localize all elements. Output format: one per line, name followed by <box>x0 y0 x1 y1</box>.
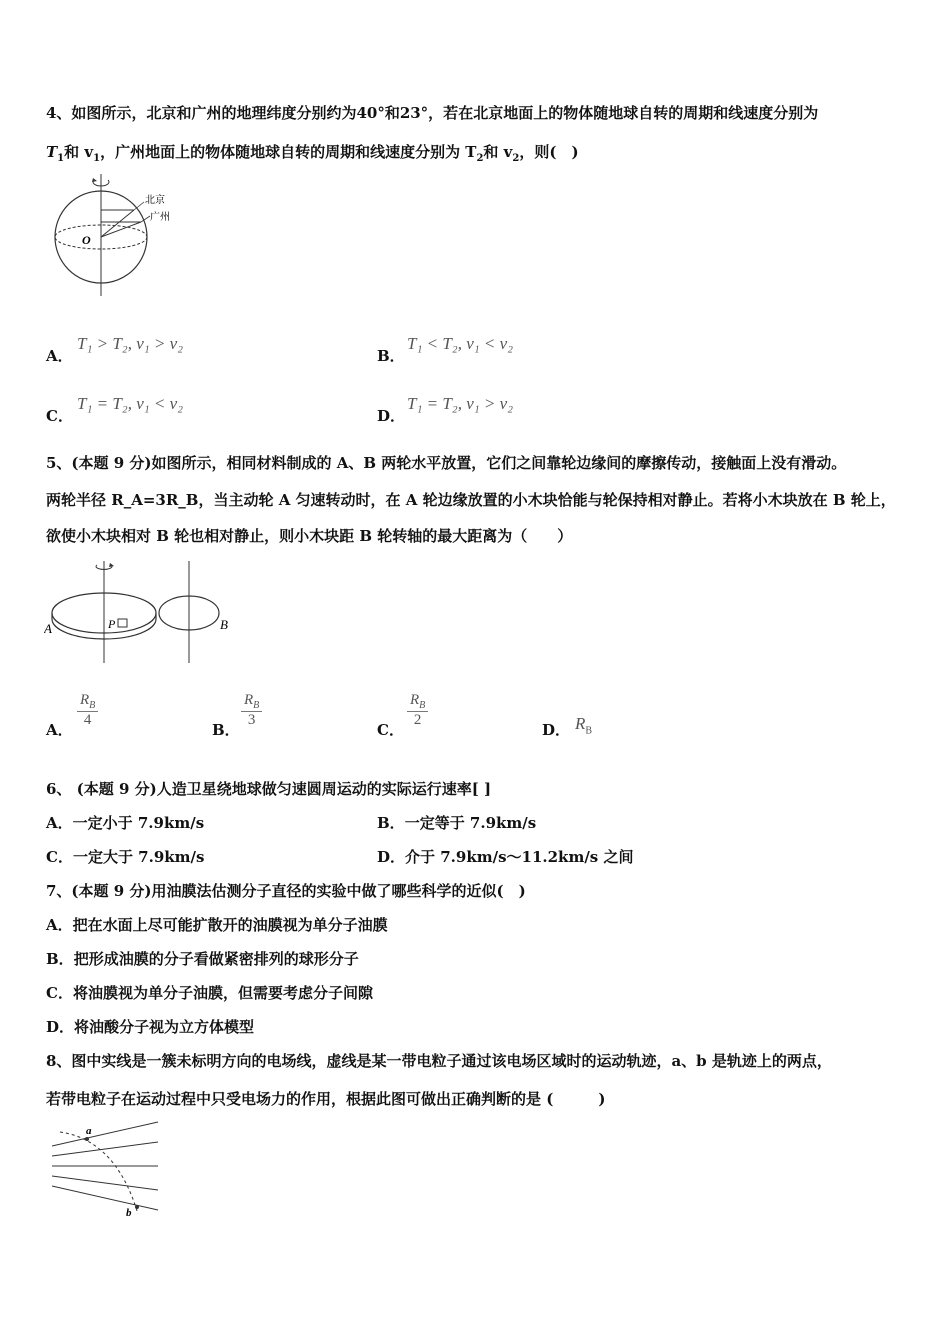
label-point-a: a <box>86 1125 92 1137</box>
q8-stem-line1: 8、图中实线是一簇未标明方向的电场线，虚线是某一带电粒子通过该电场区域时的运动轨迹，a、b 是轨迹上的两点， <box>46 1052 832 1070</box>
q7-option-b[interactable]: B．把形成油膜的分子看做紧密排列的球形分子 <box>46 950 359 968</box>
q5-option-c-fraction: $\frac{R_B}{2}$ <box>407 692 428 729</box>
q5-option-a-fraction: $\frac{R_B}{4}$ <box>77 692 98 729</box>
label-wheel-a: A <box>44 621 52 636</box>
q5-option-a-key[interactable]: A． <box>46 721 73 739</box>
q4-option-c-expr: T₁ = T₂, v₁ < v₂ <box>77 394 184 413</box>
q5-option-d-expr: $R_B$ <box>575 714 593 737</box>
field-lines-diagram <box>46 1118 166 1223</box>
label-beijing: 北京 <box>145 195 165 206</box>
q6-option-a[interactable]: A．一定小于 7.9km/s <box>46 814 205 832</box>
q4-option-b-key[interactable]: B． <box>377 347 405 365</box>
q7-option-a[interactable]: A．把在水面上尽可能扩散开的油膜视为单分子油膜 <box>46 916 388 934</box>
q7-stem: 7、(本题 9 分)用油膜法估测分子直径的实验中做了哪些科学的近似( ) <box>46 882 526 900</box>
q6-stem: 6、 (本题 9 分)人造卫星绕地球做匀速圆周运动的实际运行速率[ ] <box>46 780 492 798</box>
wheels-diagram <box>44 555 244 670</box>
q5-option-c-key[interactable]: C． <box>377 721 404 739</box>
q5-stem-line3: 欲使小木块相对 B 轮也相对静止，则小木块距 B 轮转轴的最大距离为（ ） <box>46 527 573 545</box>
label-wheel-b: B <box>220 617 228 632</box>
q4-option-b-expr: T₁ < T₂, v₁ < v₂ <box>407 334 514 353</box>
q5-stem-line1: 5、(本题 9 分)如图所示，相同材料制成的 A、B 两轮水平放置，它们之间靠轮边缘间的摩擦传动，接触面上没有滑动。 <box>46 454 847 472</box>
q4-stem-line2: $T_1$和 $v_1$，广州地面上的物体随地球自转的周期和线速度分别为 $T_2$和 $v_2$，则( ) <box>46 143 579 164</box>
q4-stem-line1: 4、如图所示，北京和广州的地理纬度分别约为40°和23°，若在北京地面上的物体随地球自转的周期和线速度分别为 <box>46 104 819 122</box>
q6-option-c[interactable]: C．一定大于 7.9km/s <box>46 848 205 866</box>
earth-diagram <box>46 170 186 300</box>
label-point-b: b <box>126 1207 132 1219</box>
q7-option-c[interactable]: C．将油膜视为单分子油膜，但需要考虑分子间隙 <box>46 984 373 1002</box>
q5-option-b-key[interactable]: B． <box>212 721 240 739</box>
label-o: O <box>82 233 91 247</box>
q6-option-d[interactable]: D．介于 7.9km/s～11.2km/s 之间 <box>377 848 634 866</box>
q5-stem-line2: 两轮半径 R_A=3R_B，当主动轮 A 匀速转动时，在 A 轮边缘放置的小木块恰能与轮保持相对静止。若将小木块放在 B 轮上， <box>46 491 896 509</box>
q8-stem-line2: 若带电粒子在运动过程中只受电场力的作用，根据此图可做出正确判断的是 ( ) <box>46 1090 606 1108</box>
q5-option-b-fraction: $\frac{R_B}{3}$ <box>241 692 262 729</box>
q4-option-d-expr: T₁ = T₂, v₁ > v₂ <box>407 394 514 413</box>
label-guangzhou: 广州 <box>150 212 170 223</box>
q6-option-b[interactable]: B．一定等于 7.9km/s <box>377 814 537 832</box>
q5-option-d-key[interactable]: D． <box>542 721 571 739</box>
label-p: P <box>108 617 116 631</box>
q4-option-c-key[interactable]: C． <box>46 407 73 425</box>
q7-option-d[interactable]: D．将油酸分子视为立方体模型 <box>46 1018 255 1036</box>
q4-option-a-expr: T₁ > T₂, v₁ > v₂ <box>77 334 184 353</box>
q4-option-d-key[interactable]: D． <box>377 407 406 425</box>
q4-option-a-key[interactable]: A． <box>46 347 73 365</box>
